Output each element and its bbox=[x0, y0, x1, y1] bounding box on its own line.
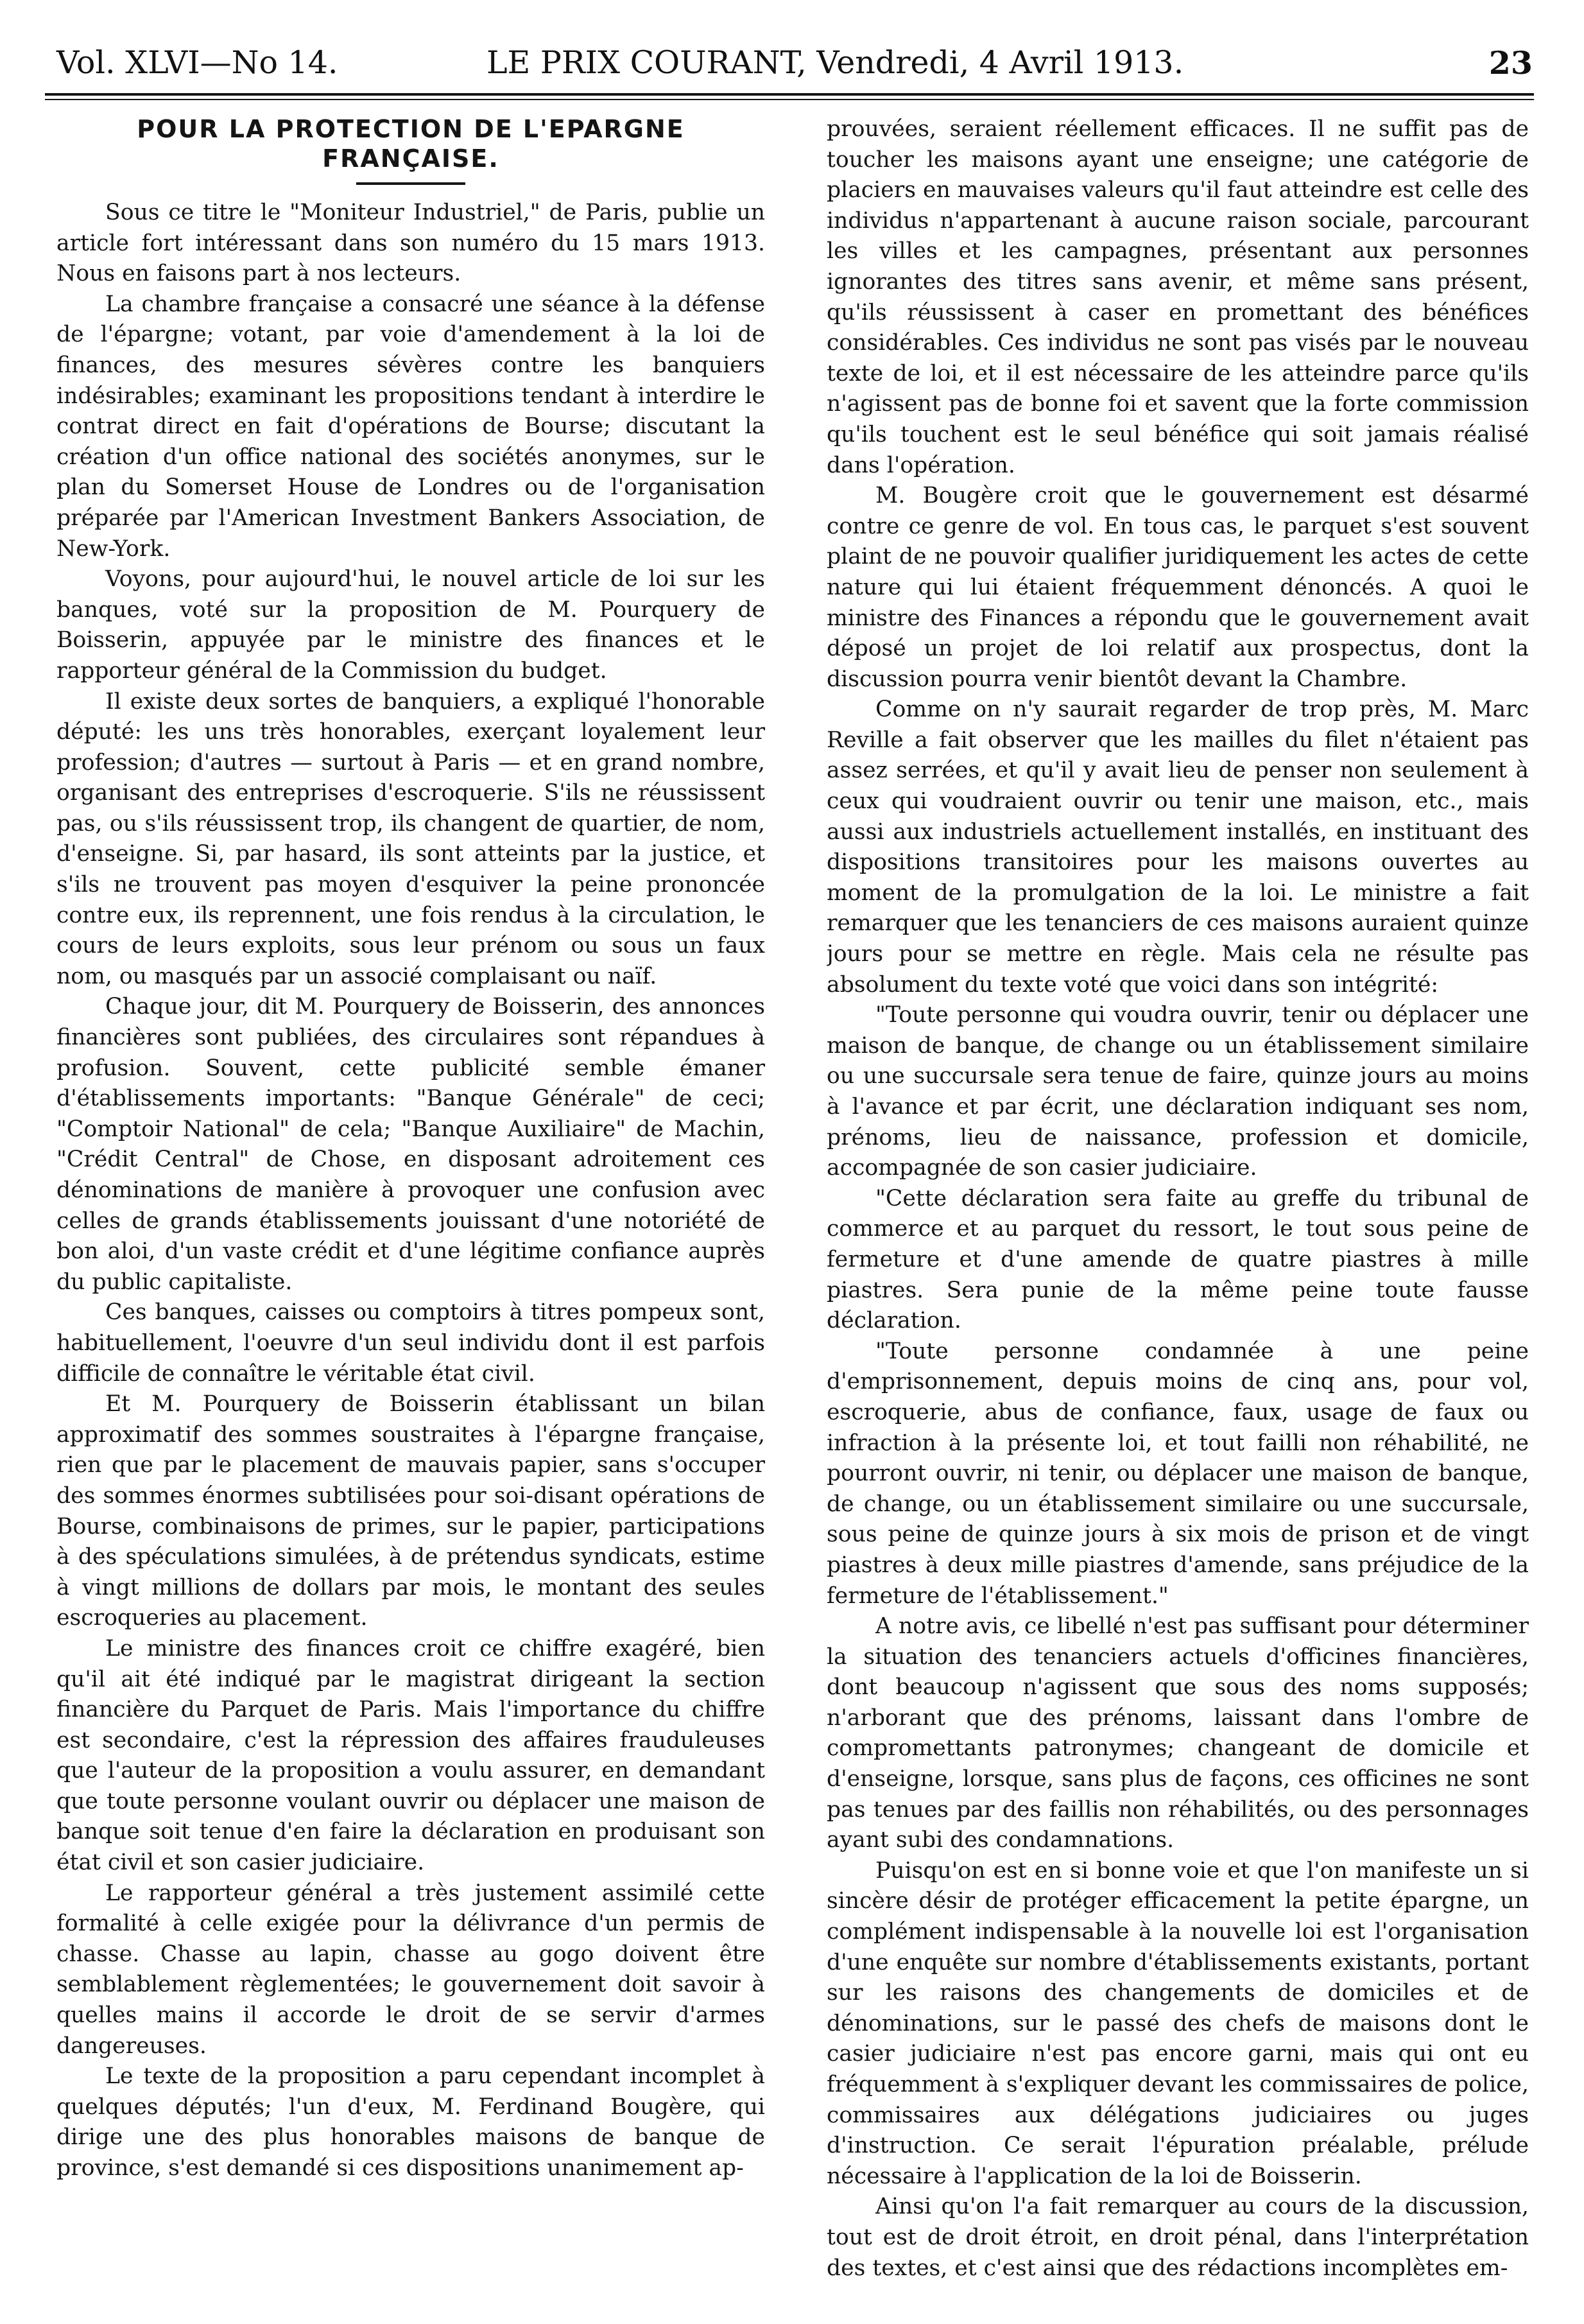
paragraph: Puisqu'on est en si bonne voie et que l'on manifeste un si sincère désir de protéger efficacement la petite épargne, un complément indispensable à la nouvelle loi est l'organisation d'une enquête sur nombre d'établissements existants, portant sur les raisons des changements de domiciles et de dénominations, sur le passé des chefs de maisons dont le casier judiciaire n'est pas encore garni, mais qui ont eu fréquemment à s'expliquer devant les commissaires de police, commissaires aux délégations judiciaires ou juges d'instruction. Ce serait l'épuration préalable, prélude nécessaire à l'application de la loi de Boisserin. bbox=[827, 1857, 1529, 2189]
header-rule-thin bbox=[45, 99, 1534, 100]
paragraph: Voyons, pour aujourd'hui, le nouvel article de loi sur les banques, voté sur la proposition de M. Pourquery de Boisserin, appuyée par le ministre des finances et le rapporteur général de la Commission du budget. bbox=[56, 566, 765, 684]
paragraph: Ces banques, caisses ou comptoirs à titres pompeux sont, habituellement, l'oeuvre d'un seul individu dont il est parfois difficile de connaître le véritable état civil. bbox=[56, 1299, 765, 1387]
page-header bbox=[56, 40, 1533, 86]
paragraph: Le texte de la proposition a paru cependant incomplet à quelques députés; l'un d'eux, M. Ferdinand Bougère, qui dirige une des plus honorables maisons de banque de province, s'est demandé si ces dispositions unanimement ap- bbox=[56, 2063, 765, 2181]
paragraph: M. Bougère croit que le gouvernement est désarmé contre ce genre de vol. En tous cas, le parquet s'est souvent plaint de ne pouvoir qualifier juridiquement les actes de cette nature qui lui étaient fréquemment dénoncés. A quoi le ministre des Finances a répondu que le gouvernement avait déposé un projet de loi relatif aux prospectus, dont la discussion pourra venir bientôt devant la Chambre. bbox=[827, 483, 1529, 692]
paragraph: "Cette déclaration sera faite au greffe du tribunal de commerce et au parquet du ressort, le tout sous peine de fermeture et d'une amende de quatre piastres à mille piastres. Sera punie de la même peine toute fausse déclaration. bbox=[827, 1185, 1529, 1334]
paragraph: prouvées, seraient réellement efficaces. Il ne suffit pas de toucher les maisons ayant une enseigne; une catégorie de placiers en mauvaises valeurs qu'il faut atteindre est celle des individus n'appartenant à aucune raison sociale, parcourant les villes et les campagnes, présentant aux personnes ignorantes des titres sans avenir, et même sans présent, qu'ils réussissent à caser en promettant des bénéfices considérables. Ces individus ne sont pas visés par le nouveau texte de loi, et il est nécessaire de les atteindre parce qu'ils n'agissent pas de bonne foi et savent que la forte commission qu'ils touchent est le seul bénéfice qui soit jamais réalisé dans l'opération. bbox=[827, 116, 1529, 478]
paragraph: La chambre française a consacré une séance à la défense de l'épargne; votant, par voie d'amendement à la loi de finances, des mesures sévères contre les banquiers indésirables; examinant les propositions tendant à interdire le contrat direct en fait d'opérations de Bourse; discutant la création d'un office national des sociétés anonymes, sur le plan du Somerset House de Londres ou de l'organisation préparée par l'American Investment Bankers Association, de New-York. bbox=[56, 291, 765, 562]
paragraph: Et M. Pourquery de Boisserin établissant un bilan approximatif des sommes soustraites à l'épargne française, rien que par le placement de mauvais papier, sans s'occuper des sommes énormes subtilisées pour soi-disant opérations de Bourse, combinaisons de primes, sur le papier, participations à des spéculations simulées, à de prétendus syndicats, estime à vingt millions de dollars par mois, le montant des seules escroqueries au placement. bbox=[56, 1391, 765, 1631]
masthead: LE PRIX COURANT, Vendredi, 4 Avril 1913. bbox=[486, 44, 1184, 81]
paragraph: Chaque jour, dit M. Pourquery de Boisserin, des annonces financières sont publiées, des circulaires sont répandues à profusion. Souvent, cette publicité semble émaner d'établissements importants: "Banque Générale" de ceci; "Comptoir National" de cela; "Banque Auxiliaire" de Machin, "Crédit Central" de Chose, en disposant adroitement ces dénominations de manière à provoquer une confusion avec celles de grands établissements jouissant d'une notoriété de bon aloi, d'un vaste crédit et d'une légitime confiance auprès du public capitaliste. bbox=[56, 994, 765, 1295]
paragraph: Le ministre des finances croit ce chiffre exagéré, bien qu'il ait été indiqué par le magistrat dirigeant la section financière du Parquet de Paris. Mais l'importance du chiffre est secondaire, c'est la répression des affaires frauduleuses que l'auteur de la proposition a voulu assurer, en demandant que toute personne voulant ouvrir ou déplacer une maison de banque soit tenue d'en faire la déclaration en produisant son état civil et son casier judiciaire. bbox=[56, 1635, 765, 1876]
header-rule bbox=[45, 93, 1534, 96]
page-number: 23 bbox=[1488, 44, 1533, 82]
paragraph: A notre avis, ce libellé n'est pas suffisant pour déterminer la situation des tenanciers actuels d'officines financières, dont beaucoup n'agissent que sous des noms supposés; n'arborant que des prénoms, laissant dans l'ombre de compromettants patronymes; changeant de domicile et d'enseigne, lorsque, sans plus de façons, ces officines ne sont pas tenues par des faillis non réhabilités, ou des personnages ayant subi des condamnations. bbox=[827, 1613, 1529, 1853]
paragraph: Comme on n'y saurait regarder de trop près, M. Marc Reville a fait observer que les mailles du filet n'étaient pas assez serrées, et qu'il y avait lieu de penser non seulement à ceux qui voudraient ouvrir ou tenir une maison, etc., mais aussi aux industriels actuellement installés, en instituant des dispositions transitoires pour les maisons ouvertes au moment de la promulgation de la loi. Le ministre a fait remarquer que les tenanciers de ces maisons auraient quinze jours pour se mettre en règle. Mais cela ne résulte pas absolument du texte voté que voici dans son intégrité: bbox=[827, 697, 1529, 998]
article-title: POUR LA PROTECTION DE L'EPARGNE FRANÇAISE. bbox=[137, 115, 685, 173]
volume-number: Vol. XLVI—No 14. bbox=[56, 44, 338, 81]
paragraph: Sous ce titre le "Moniteur Industriel," de Paris, publie un article fort intéressant dans son numéro du 15 mars 1913. Nous en faisons part à nos lecteurs. bbox=[56, 200, 765, 287]
paragraph: "Toute personne condamnée à une peine d'emprisonnement, depuis moins de cinq ans, pour vol, escroquerie, abus de confiance, faux, usage de faux ou infraction à la présente loi, et tout failli non réhabilité, ne pourront ouvrir, ni tenir, ou déplacer une maison de banque, de change, ou un établissement similaire ou une succursale, sous peine de quinze jours à six mois de prison et de vingt piastres à deux mille piastres d'amende, sans préjudice de la fermeture de l'établissement." bbox=[827, 1338, 1529, 1609]
title-rule bbox=[356, 182, 465, 185]
paragraph: Il existe deux sortes de banquiers, a expliqué l'honorable député: les uns très honorables, exerçant loyalement leur profession; d'autres — surtout à Paris — et en grand nombre, organisant des entreprises d'escroquerie. S'ils ne réussissent pas, ou s'ils réussissent trop, ils changent de quartier, de nom, d'enseigne. Si, par hasard, ils sont atteints par la justice, et s'ils ne trouvent pas moyen d'esquiver la peine prononcée contre eux, ils reprennent, une fois rendus à la circulation, le cours de leurs exploits, sous leur prénom ou sous un faux nom, ou masqués par un associé complaisant ou naïf. bbox=[56, 688, 765, 989]
paragraph: "Toute personne qui voudra ouvrir, tenir ou déplacer une maison de banque, de change ou un établissement similaire ou une succursale sera tenue de faire, quinze jours au moins à l'avance et par écrit, une déclaration indiquant ses nom, prénoms, lieu de naissance, profession et domicile, accompagnée de son casier judiciaire. bbox=[827, 1002, 1529, 1181]
left-column bbox=[56, 114, 765, 2294]
paragraph: Le rapporteur général a très justement assimilé cette formalité à celle exigée pour la délivrance d'un permis de chasse. Chasse au lapin, chasse au gogo doivent être semblablement règlementées; le gouvernement doit savoir à quelles mains il accorde le droit de se servir d'armes dangereuses. bbox=[56, 1880, 765, 2059]
paragraph: Ainsi qu'on l'a fait remarquer au cours de la discussion, tout est de droit étroit, en droit pénal, dans l'interprétation des textes, et c'est ainsi que des rédactions incomplètes em- bbox=[827, 2194, 1529, 2281]
right-column bbox=[827, 114, 1529, 2294]
